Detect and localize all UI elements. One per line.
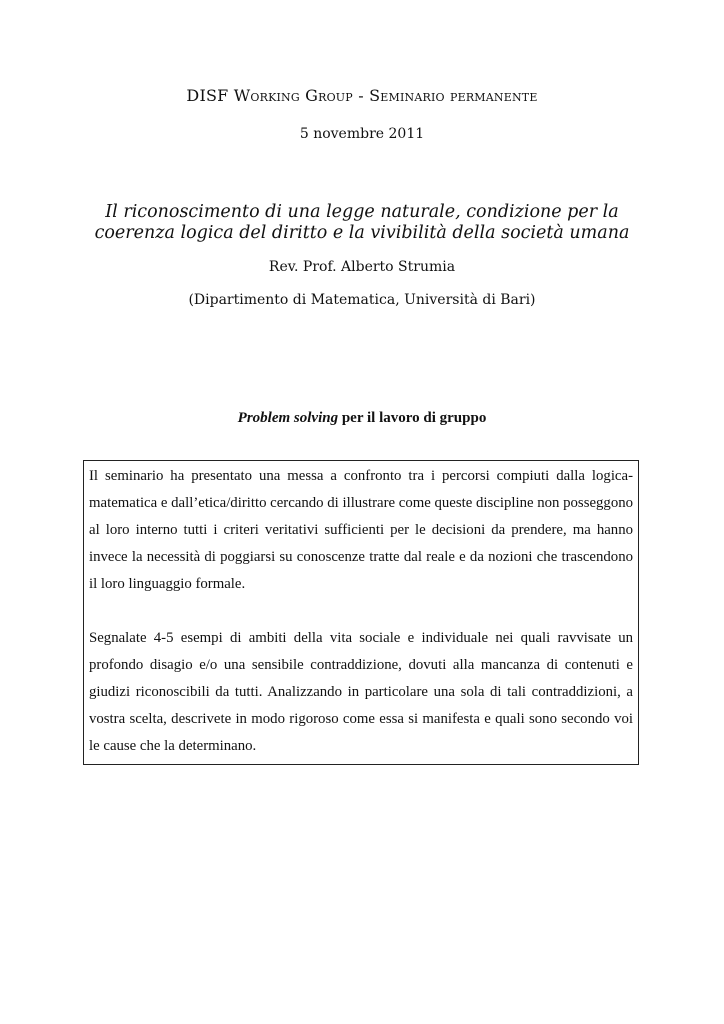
header-seminar-name: Seminario permanente — [369, 86, 538, 105]
author-affiliation: (Dipartimento di Matematica, Università di Bari) — [188, 292, 536, 308]
document-date: 5 novembre 2011 — [299, 126, 425, 142]
subtitle-emphasis: Problem solving — [237, 410, 339, 426]
header-group-name: DISF Working Group — [186, 86, 353, 105]
task-description-box — [83, 460, 639, 765]
subtitle-rest: per il lavoro di gruppo — [341, 410, 487, 426]
document-title: Il riconoscimento di una legge naturale, condizione per la coerenza logica del diritto e la vivibilità della società umana — [94, 202, 630, 243]
section-subtitle — [0, 410, 724, 427]
header-separator: - — [358, 86, 364, 105]
author-name: Rev. Prof. Alberto Strumia — [268, 259, 456, 275]
task-paragraph-2: Segnalate 4-5 esempi di ambiti della vita sociale e individuale nei quali ravvisate un profondo disagio e/o una sensibile contraddizione, dovuti alla mancanza di contenuti e giudizi riconoscibili da tutti. Analizzando in particolare una sola di tali contraddizioni, a vostra scelta, descrivete in modo rigoroso come essa si manifesta e quali sono secondo voi le cause che la determinano. — [89, 630, 633, 754]
task-paragraph-1: Il seminario ha presentato una messa a confronto tra i percorsi compiuti dalla logica-matematica e dall’etica/diritto cercando di illustrare come queste discipline non posseggono al loro interno tutti i criteri veritativi sufficienti per le decisioni da prendere, ma hanno invece la necessità di poggiarsi su conoscenze tratte dal reale e da nozioni che trascendono il loro linguaggio formale. — [89, 468, 634, 592]
document-header — [0, 86, 724, 105]
